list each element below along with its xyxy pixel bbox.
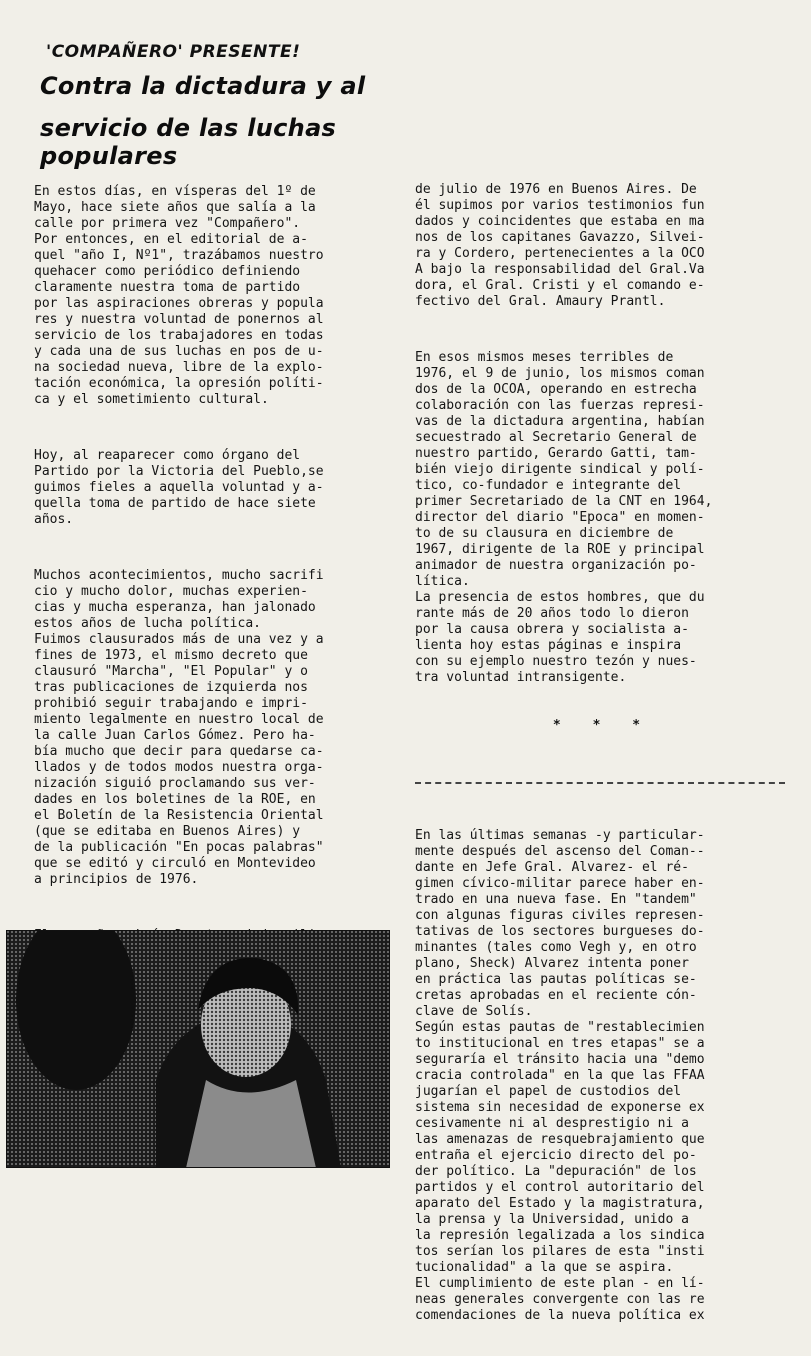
- left-paragraph-2: Hoy, al reaparecer como órgano del Partido por la Victoria del Pueblo,se guimos fieles a aquella voluntad y a- quella toma de partido de hace siete años.: [34, 448, 324, 527]
- left-column: [34, 152, 404, 1056]
- left-paragraph-1: En estos días, en vísperas del 1º de Mayo, hace siete años que salía a la calle por primera vez "Compañero". Por entonces, en el editorial de a- quel "año I, Nº1", trazábamos nuestro quehacer como periódico definiendo claramente nuestra toma de partido por las aspiraciones obreras y popula res y nuestra voluntad de ponernos al servicio de los trabajadores en todas y cada una de sus luchas en pos de u- na sociedad nueva, libre de la explo- tación económica, la opresión políti- ca y el sometimiento cultural.: [34, 184, 324, 407]
- left-paragraph-3: Muchos acontecimientos, mucho sacrifi cio y mucho dolor, muchas experien- cias y mucha esperanza, han jalonado estos años de lucha política. Fuimos clausurados más de una vez y a fines de 1973, el mismo decreto que clausuró "Marcha", "El Popular" y o tras publicaciones de izquierda nos prohibió seguir trabajando e impri- miento legalmente en nuestro local de la calle Juan Carlos Gómez. Pero ha- bía mucho que decir para quedarse ca- llados y de todos modos nuestra orga- nización siguió proclamando sus ver- dades en los boletines de la ROE, en el Boletín de la Resistencia Oriental (que se editaba en Buenos Aires) y de la publicación "En pocas palabras" que se editó y circuló en Montevideo a principios de 1976.: [34, 568, 324, 887]
- article-kicker: 'COMPAÑERO' PRESENTE!: [46, 42, 301, 62]
- right-column: [415, 150, 790, 1356]
- photo-halftone: [6, 930, 390, 1168]
- photo-portrait: [6, 930, 390, 1168]
- headline-line-1: Contra la dictadura y al: [40, 72, 366, 100]
- right-paragraph-2: En esos mismos meses terribles de 1976, el 9 de junio, los mismos coman dos de la OCOA, operando en estrecha colaboración con las fuerzas represi- vas de la dictadura argentina, habían secuestrado al Secretario General de nuestro partido, Gerardo Gatti, tam- bién viejo dirigente sindical y polí- tico, co-fundador e integrante del primer Secretariado de la CNT en 1964, director del diario "Epoca" en momen- to de su clausura en diciembre de 1967, dirigente de la ROE y principal animador de nuestra organización po- lítica. La presencia de estos hombres, que du rante más de 20 años todo lo dieron por la causa obrera y socialista a- lienta hoy estas páginas e inspira con su ejemplo nuestro tezón y nues- tra voluntad intransigente.: [415, 350, 713, 685]
- headline-line-2: servicio de las luchas populares: [40, 114, 337, 170]
- section-separator: * * *: [552, 718, 653, 733]
- right-paragraph-3: En las últimas semanas -y particular- mente después del ascenso del Coman-- dante en Jefe Gral. Alvarez- el ré- gimen cívico-militar parece haber en- trado en una nueva fase. En "tandem" con algunas figuras civiles represen- tativas de los sectores burgueses do- minantes (tales como Vegh y, en otro plano, Sheck) Alvarez intenta poner en práctica las pautas políticas se- cretas aprobadas en el reciente cón- clave de Solís. Según estas pautas de "restablecimien to institucional en tres etapas" se a seguraría el tránsito hacia una "demo cracia controlada" en la que las FFAA jugarían el papel de custodios del sistema sin necesidad de exponerse ex cesivamente ni al desprestigio ni a las amenazas de resquebrajamiento que entraña el ejercicio directo del po- der político. La "depuración" de los partidos y el control autoritario del aparato del Estado y la magistratura, la prensa y la Universidad, unido a la represión legalizada a los sindica tos serían los pilares de esta "insti tucionalidad" a la que se aspira. El cumplimiento de este plan - en lí- neas generales convergente con las re comendaciones de la nueva política ex: [415, 828, 705, 1323]
- right-paragraph-1: de julio de 1976 en Buenos Aires. De él supimos por varios testimonios fun dados y coincidentes que estaba en ma nos de los capitanes Gavazzo, Silvei- ra y Cordero, pertenecientes a la OCO A bajo la responsabilidad del Gral.Va dora, el Gral. Cristi y el comando e- fectivo del Gral. Amaury Prantl.: [415, 182, 705, 309]
- dashed-divider: [415, 782, 785, 784]
